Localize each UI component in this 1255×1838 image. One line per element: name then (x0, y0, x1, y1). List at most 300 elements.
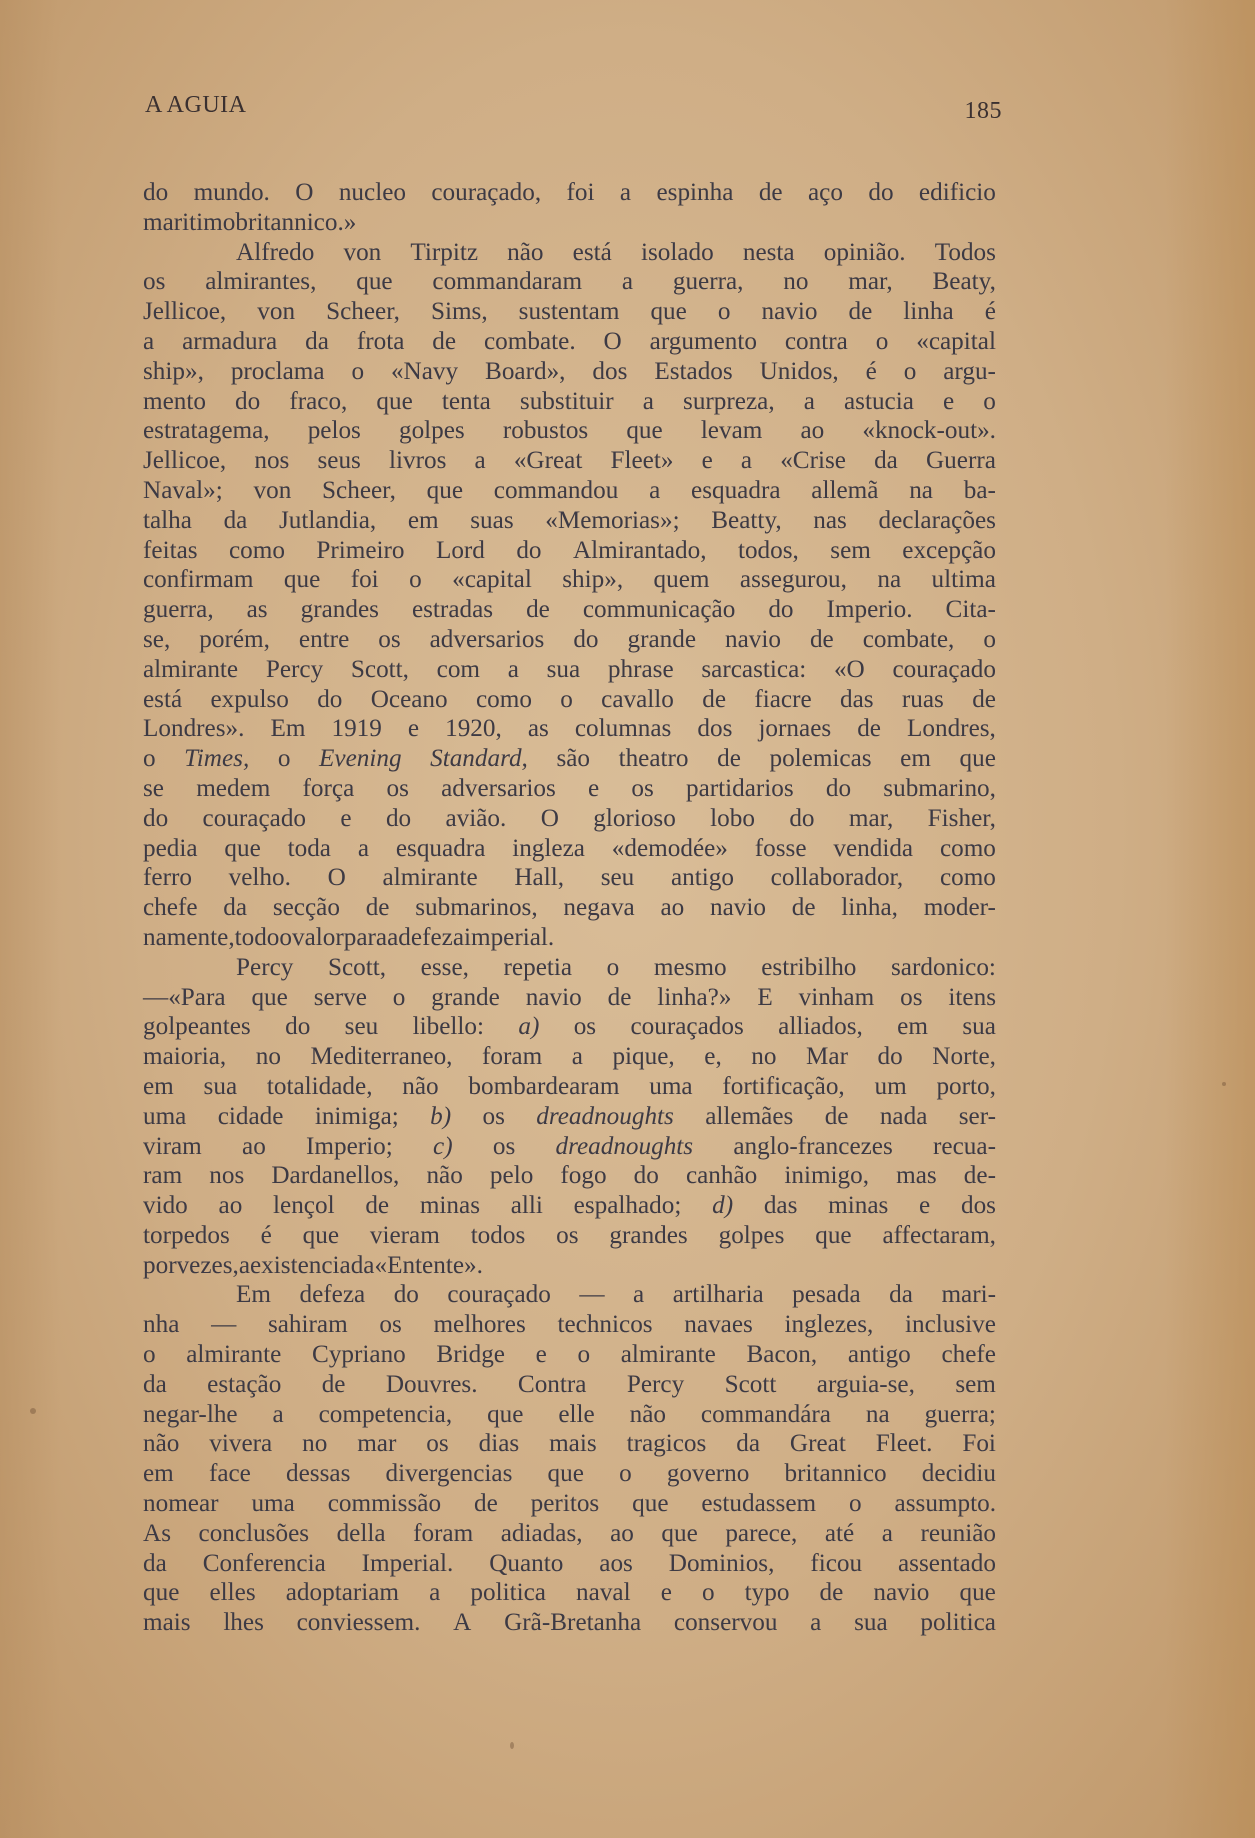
word: pelos (307, 417, 361, 445)
word: Cypriano (312, 1341, 406, 1369)
word: da (223, 506, 248, 534)
word: argu- (943, 357, 996, 385)
word: Percy (265, 655, 324, 683)
word: fortificação, (722, 1072, 845, 1100)
word: parece, (725, 1519, 798, 1547)
body-text (143, 178, 996, 1638)
word: nomear (143, 1490, 219, 1518)
paper-speck (510, 1742, 514, 1749)
word: Em (236, 1281, 271, 1309)
word: E (757, 983, 773, 1011)
word: do (768, 596, 794, 624)
word: a (621, 268, 634, 296)
word: os (378, 625, 401, 653)
word: talha (143, 506, 192, 534)
word: esse, (420, 953, 469, 981)
word: valor (292, 923, 344, 951)
text-line (143, 327, 996, 357)
text-line (143, 1221, 996, 1251)
word: a (571, 1043, 583, 1071)
word: mesmo (653, 953, 727, 981)
word: grande (627, 625, 697, 653)
word: couraçado (447, 1281, 551, 1309)
word: golpeantes (143, 1013, 251, 1041)
word: antigo (847, 1341, 911, 1369)
word: em (407, 506, 439, 534)
word: todos (470, 1221, 526, 1249)
word: dreadnoughts (555, 1132, 694, 1160)
word: b) (430, 1102, 452, 1130)
word: de (607, 983, 632, 1011)
word: os (379, 1311, 402, 1339)
text-line (143, 685, 996, 715)
word: von (253, 476, 292, 504)
text-line (143, 1191, 996, 1221)
text-line (143, 1489, 996, 1519)
text-line (143, 953, 996, 983)
word: technicos (557, 1311, 653, 1339)
word: com (436, 655, 481, 683)
word: em (900, 745, 931, 773)
word: navio (725, 625, 781, 653)
word: von (343, 238, 382, 266)
word: o (560, 685, 573, 713)
word: levam (700, 417, 763, 445)
word: da (874, 447, 898, 475)
word: a (740, 447, 753, 475)
word: foi (350, 566, 379, 594)
word: Mar (806, 1043, 848, 1071)
word: força (302, 774, 355, 802)
word: que (283, 566, 321, 594)
word: do (143, 179, 169, 206)
word: secção (272, 894, 340, 922)
word: que (487, 1400, 524, 1428)
word: cavallo (601, 685, 674, 713)
word: de (365, 894, 390, 922)
word: adiadas, (500, 1519, 583, 1547)
word: a (143, 327, 155, 355)
word: seus (317, 447, 361, 475)
word: defeza (299, 1281, 366, 1309)
word: da (736, 1430, 760, 1458)
paper-speck (1222, 1082, 1226, 1086)
word: da (350, 1251, 375, 1279)
word: sem (830, 536, 871, 564)
text-line (143, 804, 996, 834)
word: as (246, 596, 268, 624)
word: elle (558, 1400, 595, 1428)
word: a (474, 447, 486, 475)
word: Douvres. (385, 1370, 478, 1398)
word: «Great (513, 447, 583, 475)
word: repetia (503, 953, 573, 981)
word: ultima (931, 566, 996, 594)
word: o (143, 745, 156, 773)
word: o (351, 357, 365, 385)
word: para (343, 923, 388, 951)
word: contra (784, 327, 848, 355)
text-line (143, 714, 996, 744)
word: couraçado (892, 655, 996, 683)
word: foi (566, 179, 595, 206)
word: estratagema, (143, 417, 270, 445)
word: torpedos (143, 1221, 230, 1249)
word: argumento (649, 327, 757, 355)
word: o (849, 1490, 862, 1518)
word: theatro (618, 745, 689, 773)
word: britannico.» (235, 208, 357, 236)
word: de (791, 894, 816, 922)
word: ship», (562, 566, 624, 594)
word: linha?» (657, 983, 732, 1011)
word: mar (357, 1430, 397, 1458)
word: fogo (560, 1162, 607, 1190)
word: aço (808, 179, 843, 206)
word: a (357, 834, 370, 862)
text-line (143, 1072, 996, 1102)
word: tragicos (626, 1430, 707, 1458)
word: o (277, 745, 291, 773)
word: guerra, (143, 596, 214, 624)
word: como (475, 685, 532, 713)
word: da (223, 894, 248, 922)
word: o (577, 1341, 591, 1369)
text-line (143, 1400, 996, 1430)
word: mari- (941, 1281, 996, 1309)
word: Hall, (514, 864, 564, 892)
word: linha, (841, 894, 898, 922)
text-line (143, 297, 996, 327)
word: do (385, 804, 412, 832)
word: de (819, 1579, 844, 1607)
word: os (492, 1132, 516, 1160)
text-line (143, 1578, 996, 1608)
page-header (145, 92, 1002, 132)
word: a (642, 387, 654, 415)
word: golpes (398, 417, 465, 445)
word: Quanto (489, 1549, 564, 1577)
word: O (295, 179, 314, 206)
word: —«Para (143, 983, 226, 1011)
word: se, (143, 625, 171, 653)
word: Scott, (327, 953, 387, 981)
word: commandaram (432, 268, 583, 296)
word: fosse (754, 834, 807, 862)
word: o (875, 327, 889, 355)
word: almirante (186, 1341, 282, 1369)
word: Imperio. (826, 596, 913, 624)
word: dessas (286, 1460, 351, 1488)
word: «Crise (780, 447, 846, 475)
word: do (317, 685, 343, 713)
word: alliados, (778, 1013, 863, 1041)
word: todo (234, 923, 280, 951)
word: suas (470, 506, 514, 534)
word: que (959, 1579, 996, 1607)
word: Almirantado, (572, 536, 707, 564)
word: O (540, 804, 559, 832)
text-line (143, 1340, 996, 1370)
word: avião. (445, 804, 507, 832)
word: Conferencia (202, 1549, 326, 1577)
word: adversarios (429, 625, 545, 653)
word: inglezes, (784, 1311, 874, 1339)
word: allemães (705, 1102, 794, 1130)
text-line (143, 834, 996, 864)
word: sua (854, 1609, 888, 1637)
word: proclama (230, 357, 325, 385)
word: minas (828, 1192, 889, 1220)
word: politica (920, 1609, 996, 1637)
word: totalidade, (266, 1072, 373, 1100)
word: Dominios, (668, 1549, 775, 1577)
word: — (579, 1281, 605, 1309)
word: linha (903, 298, 954, 326)
word: face (208, 1460, 251, 1488)
text-line (143, 416, 996, 446)
word: se (143, 774, 164, 802)
word: o (279, 923, 292, 951)
word: Contra (517, 1370, 587, 1398)
word: na (865, 1400, 890, 1428)
word: de (824, 1102, 849, 1130)
word: decidiu (921, 1460, 996, 1488)
word: ruas (901, 685, 944, 713)
word: dos (697, 715, 733, 743)
word: que (815, 1221, 852, 1249)
word: ram (143, 1162, 183, 1190)
word: que (376, 387, 413, 415)
word: em (897, 1013, 928, 1041)
text-line (143, 1161, 996, 1191)
word: Standard, (430, 745, 528, 773)
word: os (573, 1013, 597, 1041)
text-line (143, 923, 996, 953)
word: do (235, 387, 261, 415)
word: ao (610, 1519, 634, 1547)
word: Londres, (907, 715, 996, 743)
word: mais (143, 1609, 191, 1637)
word: os (386, 774, 409, 802)
word: politica (470, 1579, 546, 1607)
word: nos (209, 1162, 245, 1190)
word: Scheer, (326, 298, 400, 326)
word: recua- (933, 1132, 996, 1160)
word: a (272, 1400, 284, 1428)
word: «capital (452, 566, 532, 594)
word: anglo-francezes (733, 1132, 893, 1160)
word: surpreza, (683, 387, 775, 415)
word: sua (203, 1072, 238, 1100)
word: — (211, 1311, 237, 1339)
word: as (527, 715, 549, 743)
word: ao (800, 417, 825, 445)
word: estudassem (701, 1490, 817, 1518)
word: moder- (923, 894, 996, 922)
text-line (143, 625, 996, 655)
word: O (603, 327, 622, 355)
word: sua (962, 1013, 996, 1041)
text-line (143, 536, 996, 566)
text-line (143, 178, 996, 208)
word: canhão (685, 1162, 758, 1190)
word: alli (510, 1192, 543, 1220)
word: ser- (958, 1102, 996, 1130)
word: Guerra (925, 447, 996, 475)
word: que (426, 476, 464, 504)
word: vinham (798, 983, 875, 1011)
word: Fisher, (927, 804, 996, 832)
word: viram (143, 1132, 202, 1160)
word: está (143, 685, 183, 713)
word: divergencias (385, 1460, 513, 1488)
word: ferro (143, 864, 192, 892)
word: os (143, 268, 166, 296)
word: espinha (656, 179, 734, 206)
text-line (143, 446, 996, 476)
word: sua (546, 655, 581, 683)
word: Jellicoe, (143, 298, 227, 326)
word: o (983, 387, 996, 415)
word: ship», (143, 357, 204, 385)
word: a (810, 1609, 822, 1637)
word: os (631, 774, 654, 802)
word: columnas (574, 715, 672, 743)
word: dos (592, 357, 628, 385)
word: do (868, 179, 894, 206)
word: combate, (862, 625, 955, 653)
text-line (143, 1429, 996, 1459)
word: serve (313, 983, 367, 1011)
word: arguia-se, (816, 1370, 915, 1398)
word: da (889, 1281, 913, 1309)
word: feitas (143, 536, 198, 564)
text-line (143, 595, 996, 625)
word: expulso (210, 685, 289, 713)
word: o (983, 625, 996, 653)
word: o (701, 1579, 715, 1607)
word: maritimo (143, 208, 236, 236)
word: de (526, 596, 550, 624)
word: Great (789, 1430, 846, 1458)
word: armadura (182, 327, 278, 355)
word: o (143, 1341, 156, 1369)
word: seu (600, 864, 635, 892)
word: que (959, 745, 996, 773)
word: Oceano (370, 685, 448, 713)
text-line (143, 387, 996, 417)
word: que (251, 983, 288, 1011)
word: que (356, 268, 393, 296)
word: das (763, 1192, 798, 1220)
word: livros (389, 447, 447, 475)
word: minas (419, 1192, 480, 1220)
text-line (143, 1310, 996, 1340)
word: adversarios (441, 774, 556, 802)
text-line (143, 1132, 996, 1162)
text-line (143, 983, 996, 1013)
word: Imperial. (361, 1549, 454, 1577)
word: «demodée» (611, 834, 728, 862)
word: maioria, (143, 1043, 227, 1071)
word: a (619, 179, 632, 206)
word: Times, (184, 745, 250, 773)
word: namente, (143, 923, 235, 951)
word: do (393, 1281, 419, 1309)
word: Cita- (945, 596, 996, 624)
word: lobo (710, 804, 755, 832)
word: nos (254, 447, 290, 475)
word: partidarios (685, 774, 794, 802)
word: couraçados (630, 1013, 744, 1041)
word: de (432, 327, 457, 355)
page-edge-shadow-left (0, 0, 60, 1838)
word: fiacre (754, 685, 812, 713)
word: esquadra (395, 834, 486, 862)
word: de (848, 298, 873, 326)
word: Jutlandia, (278, 506, 377, 534)
word: mais (549, 1430, 597, 1458)
word: antigo (670, 864, 734, 892)
text-line (143, 1102, 996, 1132)
word: O (327, 864, 346, 892)
word: guerra; (924, 1400, 996, 1428)
word: confirmam (143, 566, 254, 594)
word: 1920, (445, 715, 502, 743)
word: em (143, 1460, 174, 1488)
word: libello: (412, 1013, 484, 1041)
word: tenta (441, 387, 491, 415)
word: Tirpitz (410, 238, 479, 266)
word: navio (761, 298, 818, 326)
word: o (392, 983, 406, 1011)
word: que (547, 1460, 584, 1488)
word: Sims, (430, 298, 488, 326)
word: submarino, (883, 774, 996, 802)
word: «O (833, 655, 865, 683)
word: da (305, 327, 329, 355)
word: excepção (902, 536, 996, 564)
word: no (783, 268, 809, 296)
text-line (143, 1370, 996, 1400)
word: jornaes (758, 715, 832, 743)
word: na (909, 476, 933, 504)
word: commissão (327, 1490, 442, 1518)
word: esquadra (691, 476, 781, 504)
word: e, (704, 1043, 722, 1071)
word: vezes, (176, 1251, 239, 1279)
word: inclusive (905, 1311, 996, 1339)
word: chefe (143, 894, 198, 922)
word: dos (960, 1192, 996, 1220)
word: edificio (918, 179, 996, 206)
word: e (535, 1341, 547, 1369)
text-line (143, 1280, 996, 1310)
word: nesta (742, 238, 795, 266)
word: que (224, 834, 261, 862)
word: do (285, 1013, 311, 1041)
text-line (143, 863, 996, 893)
word: que (302, 1221, 340, 1249)
word: cidade (217, 1102, 284, 1130)
word: ao (242, 1132, 266, 1160)
word: não (629, 1400, 666, 1428)
word: almirantes, (205, 268, 317, 296)
word: mento (143, 387, 206, 415)
word: isolado (640, 238, 714, 266)
text-line (143, 476, 996, 506)
